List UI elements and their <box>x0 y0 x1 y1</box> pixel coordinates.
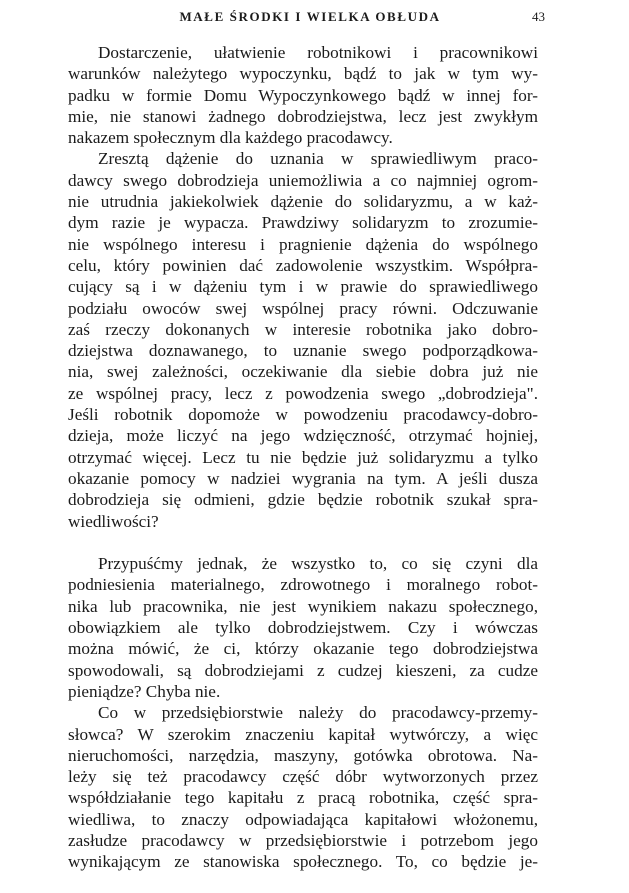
text-line: słowca? W szerokim znaczeniu kapitał wytwórczy, a więc <box>68 724 538 744</box>
text-line: dziejstwa doznawanego, to uznanie swego podporządkowa- <box>68 341 538 361</box>
paragraph <box>68 553 538 702</box>
body-text <box>68 42 538 873</box>
text-line: podziału owoców swej wspólnej pracy równi. Odczuwanie <box>68 298 538 318</box>
text-line: wiedliwa, to znaczy odpowiadająca kapitałowi włożonemu, <box>68 809 538 829</box>
text-line: nika lub pracownika, nie jest wynikiem nakazu społecznego, <box>68 596 538 616</box>
text-line: nia, swej zależności, oczekiwanie dla siebie dobra już nie <box>68 362 538 382</box>
text-line: zasłudze pracodawcy w przedsiębiorstwie i potrzebom jego <box>68 830 538 850</box>
text-line: Zresztą dążenie do uznania w sprawiedliwym praco- <box>98 149 538 169</box>
running-title: MAŁE ŚRODKI I WIELKA OBŁUDA <box>179 9 441 24</box>
text-line: ze wspólnej pracy, lecz z powodzenia swego „dobrodzieja". <box>68 383 538 403</box>
text-line: Jeśli robotnik dopomoże w powodzeniu pracodawcy-dobro- <box>68 405 538 425</box>
text-line: wynikającym ze stanowiska społecznego. To, co będzie je- <box>68 852 538 872</box>
text-line: wiedliwości? <box>68 511 159 531</box>
paragraph <box>68 148 538 531</box>
text-line: podniesienia materialnego, zdrowotnego i moralnego robot- <box>68 575 538 595</box>
text-line: Przypuśćmy jednak, że wszystko to, co się czyni dla <box>98 554 538 574</box>
text-line: nie wspólnego interesu i pragnienie dążenia do wspólnego <box>68 234 538 254</box>
text-line: dawcy swego dobrodzieja uniemożliwia a co najmniej ogrom- <box>68 170 538 190</box>
text-line: Co w przedsiębiorstwie należy do pracodawcy-przemy- <box>98 703 538 723</box>
text-line: nie utrudnia jakiekolwiek dążenie do solidaryzmu, a w każ- <box>68 192 538 212</box>
text-line: mie, nie stanowi żadnego dobrodziejstwa, lecz jest zwykłym <box>68 106 538 126</box>
text-line: zaś rzeczy dokonanych w interesie robotnika jako dobro- <box>68 319 538 339</box>
text-line: pieniądze? Chyba nie. <box>68 681 221 701</box>
text-line: nakazem społecznym dla każdego pracodawcy. <box>68 128 393 148</box>
text-line: obowiązkiem ale tylko dobrodziejstwem. Czy i wówczas <box>68 618 538 638</box>
text-line: nieruchomości, narzędzia, maszyny, gotówka obrotowa. Na- <box>68 745 538 765</box>
text-line: celu, który powinien dać zadowolenie wszystkim. Współpra- <box>68 255 538 275</box>
text-line: Dostarczenie, ułatwienie robotnikowi i pracownikowi <box>98 43 538 62</box>
text-line: spowodowali, są dobrodziejami z cudzej kieszeni, za cudze <box>68 660 538 680</box>
page-number: 43 <box>532 9 545 24</box>
text-line: leży się też pracodawcy część dóbr wytworzonych przez <box>68 767 538 787</box>
text-line: cujący są i w dążeniu tym i w prawie do sprawiedliwego <box>68 277 538 297</box>
paragraph-spacer <box>68 532 538 553</box>
text-line: dobrodzieja się odmieni, gdzie będzie robotnik szukał spra- <box>68 490 538 510</box>
text-line: warunków należytego wypoczynku, bądź to jak w tym wy- <box>68 64 538 84</box>
text-line: padku w formie Domu Wypoczynkowego bądź w innej for- <box>68 85 538 105</box>
text-line: dzieja, może liczyć na jego wdzięczność, otrzymać hojniej, <box>68 426 538 446</box>
text-line: dym razie je wypacza. Prawdziwy solidaryzm to zrozumie- <box>68 213 538 233</box>
text-line: otrzymać więcej. Lecz tu nie będzie już solidaryzmu a tylko <box>68 447 538 467</box>
paragraph <box>68 42 538 148</box>
text-line: można mówić, że ci, którzy okazanie tego dobrodziejstwa <box>68 639 538 659</box>
paragraph <box>68 702 538 872</box>
text-line: okazanie pomocy w nadziei wygrania na tym. A jeśli dusza <box>68 468 538 488</box>
text-line: współdziałanie tego kapitału z pracą robotnika, część spra- <box>68 788 538 808</box>
